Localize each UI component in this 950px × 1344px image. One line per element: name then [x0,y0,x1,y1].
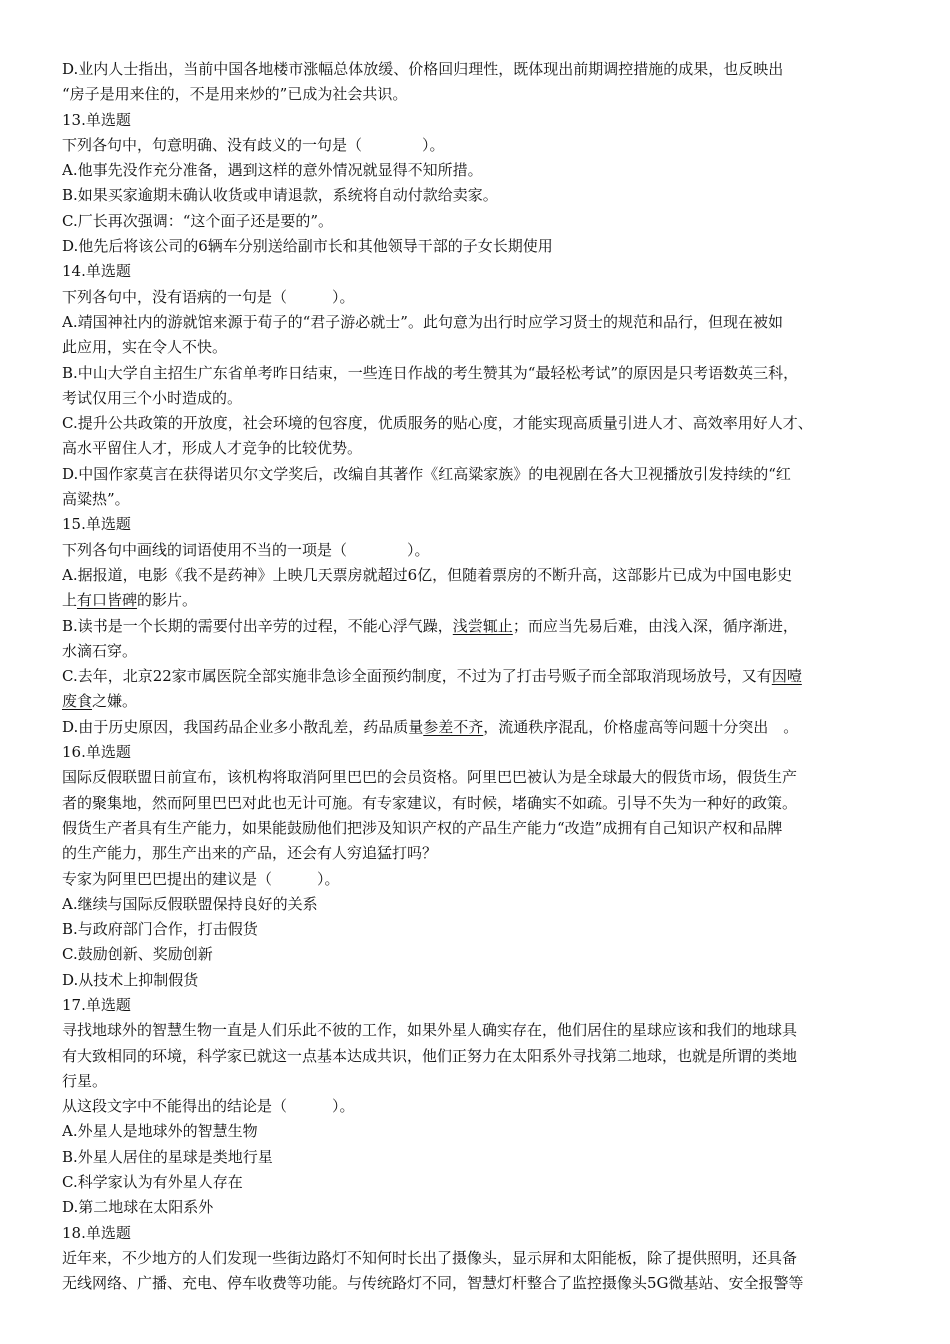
q16-passage-line3: 假货生产者具有生产能力，如果能鼓励他们把涉及知识产权的产品生产能力“改造”成拥有自己知识产权和品牌 [62,818,783,837]
underlined-term: 浅尝辄止 [452,616,513,635]
document-page [62,57,892,1297]
q13-stem: 下列各句中，句意明确、没有歧义的一句是（ ）。 [62,135,445,154]
q15-option-d [62,715,892,740]
q14-option-d-line1: D.中国作家莫言在获得诺贝尔文学奖后，改编自其著作《红高粱家族》的电视剧在各大卫视播放引发持续的“红 [62,464,791,483]
q14-option-d-line2: 高粱热”。 [62,490,130,509]
text-segment: ，流通秩序混乱，价格虚高等问题十分突出 。 [483,717,799,736]
q16-option-a: A.继续与国际反假联盟保持良好的关系 [62,894,318,913]
q12-option-d-line2: “房子是用来住的，不是用来炒的”已成为社会共识。 [62,85,408,104]
q17-option-a: A.外星人是地球外的智慧生物 [62,1122,258,1141]
q14-option-a-line1: A.靖国神社内的游就馆来源于荀子的“君子游必就士”。此句意为出行时应学习贤士的规范和品行，但现在被如 [62,312,783,331]
q15-option-c-line1 [62,664,892,689]
q13-option-d: D.他先后将该公司的6辆车分别送给副市长和其他领导干部的子女长期使用 [62,237,553,256]
q16-passage-line2: 者的聚集地，然而阿里巴巴对此也无计可施。有专家建议，有时候，堵确实不如疏。引导不失为一种好的政策。 [62,793,798,812]
q16-option-b: B.与政府部门合作，打击假货 [62,920,258,939]
q12-option-d-line1: D.业内人士指出，当前中国各地楼市涨幅总体放缓、价格回归理性，既体现出前期调控措施的成果，也反映出 [62,60,784,78]
text-segment: ；而应当先易后难，由浅入深，循序渐进， [512,616,798,635]
text-segment: B.读书是一个长期的需要付出辛劳的过程，不能心浮气躁， [62,616,453,635]
q13-header: 13.单选题 [62,110,131,129]
q18-passage-line2: 无线网络、广播、充电、停车收费等功能。与传统路灯不同，智慧灯杆整合了监控摄像头5G微基站、安全报警等 [62,1274,804,1293]
underlined-term: 废食 [62,692,93,711]
q17-stem: 从这段文字中不能得出的结论是（ ）。 [62,1097,355,1116]
q17-passage-line1: 寻找地球外的智慧生物一直是人们乐此不彼的工作，如果外星人确实存在，他们居住的星球应该和我们的地球具 [62,1021,798,1040]
q13-option-c: C.厂长再次强调：“这个面子还是要的”。 [62,211,334,230]
underlined-term: 因噎 [771,667,802,686]
q16-option-d: D.从技术上抑制假货 [62,970,199,989]
underlined-term: 有口皆碑 [77,591,138,610]
q14-header: 14.单选题 [62,262,131,281]
q16-passage-line1: 国际反假联盟日前宣布，该机构将取消阿里巴巴的会员资格。阿里巴巴被认为是全球最大的假货市场，假货生产 [62,768,798,787]
q14-stem: 下列各句中，没有语病的一句是（ ）。 [62,287,355,306]
q15-option-b-line1 [62,614,892,639]
q16-option-c: C.鼓励创新、奖励创新 [62,945,213,964]
q16-passage-line4: 的生产能力，那生产出来的产品，还会有人穷追猛打吗？ [62,844,438,863]
q17-passage-line2: 有大致相同的环境，科学家已就这一点基本达成共识，他们正努力在太阳系外寻找第二地球，也就是所谓的类地 [62,1046,798,1065]
q15-stem: 下列各句中画线的词语使用不当的一项是（ ）。 [62,540,430,559]
q14-option-c-line1: C.提升公共政策的开放度，社会环境的包容度，优质服务的贴心度，才能实现高质量引进人才、高效率用好人才、 [62,414,813,433]
text-segment: D.由于历史原因，我国药品企业多小散乱差，药品质量 [62,717,424,736]
q16-header: 16.单选题 [62,743,131,762]
q15-option-b-line2: 水滴石穿。 [62,641,138,660]
q13-option-a: A.他事先没作充分准备，遇到这样的意外情况就显得不知所措。 [62,161,483,180]
q17-option-c: C.科学家认为有外星人存在 [62,1173,243,1192]
q14-option-b-line1: B.中山大学自主招生广东省单考昨日结束，一些连日作战的考生赞其为“最轻松考试”的原因是只考语数英三科， [62,363,799,382]
q18-passage-line1: 近年来，不少地方的人们发现一些街边路灯不知何时长出了摄像头，显示屏和太阳能板，除了提供照明，还具备 [62,1248,798,1267]
q15-option-a-line2 [62,588,892,613]
q15-option-c-line2 [62,689,892,714]
text-segment: C.去年，北京22家市属医院全部实施非急诊全面预约制度，不过为了打击号贩子而全部取消现场放号，又有 [62,667,772,686]
q13-option-b: B.如果买家逾期未确认收货或申请退款，系统将自动付款给卖家。 [62,186,498,205]
q14-option-c-line2: 高水平留住人才，形成人才竞争的比较优势。 [62,439,363,458]
q17-option-b: B.外星人居住的星球是类地行星 [62,1147,273,1166]
text-segment: 的影片。 [137,591,198,610]
q17-passage-line3: 行星。 [62,1071,108,1090]
q14-option-b-line2: 考试仅用三个小时造成的。 [62,388,243,407]
text-segment: 上 [62,591,78,610]
q14-option-a-line2: 此应用，实在令人不快。 [62,338,228,357]
q15-option-a-line1: A.据报道，电影《我不是药神》上映几天票房就超过6亿，但随着票房的不断升高，这部影片已成为中国电影史 [62,565,793,584]
q18-header: 18.单选题 [62,1223,131,1242]
text-segment: 之嫌。 [92,692,138,711]
q17-option-d: D.第二地球在太阳系外 [62,1198,214,1217]
q15-header: 15.单选题 [62,515,131,534]
underlined-term: 参差不齐 [423,717,484,736]
q17-header: 17.单选题 [62,995,131,1014]
q16-stem: 专家为阿里巴巴提出的建议是（ ）。 [62,869,340,888]
